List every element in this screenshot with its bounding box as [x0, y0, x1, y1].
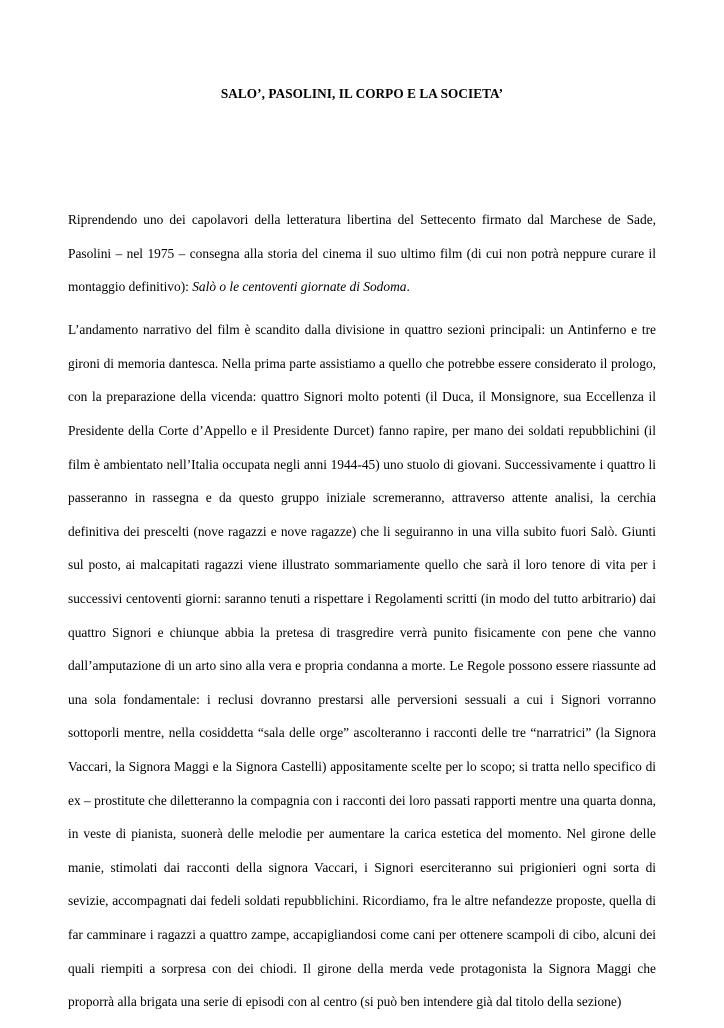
document-title: SALO’, PASOLINI, IL CORPO E LA SOCIETA’	[220, 86, 504, 101]
document-body	[68, 203, 656, 1028]
paragraph-intro	[68, 203, 656, 304]
paragraph-narrative: L’andamento narrativo del film è scandito dalla divisione in quattro sezioni principali: un Antinferno e tre gironi di memoria dantesca. Nella prima parte assistiamo a quello che potrebbe essere considerato il prologo, con la preparazione della vicenda: quattro Signori molto potenti (il Duca, il Monsignore, sua Eccellenza il Presidente della Corte d’Appello e il Presidente Durcet) fanno rapire, per mano dei soldati repubblichini (il film è ambientato nell’Italia occupata negli anni 1944-45) uno stuolo di giovani. Successivamente i quattro li passeranno in rassegna e da questo gruppo iniziale scremeranno, attraverso attente analisi, la cerchia definitiva dei prescelti (nove ragazzi e nove ragazze) che li seguiranno in una villa subito fuori Salò. Giunti sul posto, ai malcapitati ragazzi viene illustrato sommariamente quello che sarà il loro tenore di vita per i successivi centoventi giorni: saranno tenuti a rispettare i Regolamenti scritti (in modo del tutto arbitrario) dai quattro Signori e chiunque abbia la pretesa di trasgredire verrà punito fisicamente con pene che vanno dall’amputazione di un arto sino alla vera e propria condanna a morte. Le Regole possono essere riassunte ad una sola fondamentale: i reclusi dovranno prestarsi alle perversioni sessuali a cui i Signori vorranno sottoporli mentre, nella cosiddetta “sala delle orge” ascolteranno i racconti delle tre “narratrici” (la Signora Vaccari, la Signora Maggi e la Signora Castelli) appositamente scelte per lo scopo; si tratta nello specifico di ex – prostitute che diletteranno la compagnia con i racconti dei loro passati rapporti mentre una quarta donna, in veste di pianista, suonerà delle melodie per aumentare la carica estetica del momento. Nel girone delle manie, stimolati dai racconti della signora Vaccari, i Signori eserciteranno sui prigionieri ogni sorta di sevizie, accompagnati dai fedeli soldati repubblichini. Ricordiamo, fra le altre nefandezze proposte, quella di far camminare i ragazzi a quattro zampe, accapigliandosi come cani per ottenere scampoli di cibo, alcuni dei quali riempiti a sorpresa con dei chiodi. Il girone della merda vede protagonista la Signora Maggi che proporrà alla brigata una serie di episodi con al centro (si può ben intendere già dal titolo della sezione)	[68, 322, 656, 1010]
film-title-italic: Salò o le centoventi giornate di Sodoma	[192, 279, 407, 295]
paragraph-intro-text: Riprendendo uno dei capolavori della letteratura libertina del Settecento firmato dal Marchese de Sade, Pasolini – nel 1975 – consegna alla storia del cinema il suo ultimo film (di cui non potrà neppure curare il montaggio definitivo):	[68, 212, 656, 295]
paragraph-intro-end: .	[406, 279, 410, 295]
